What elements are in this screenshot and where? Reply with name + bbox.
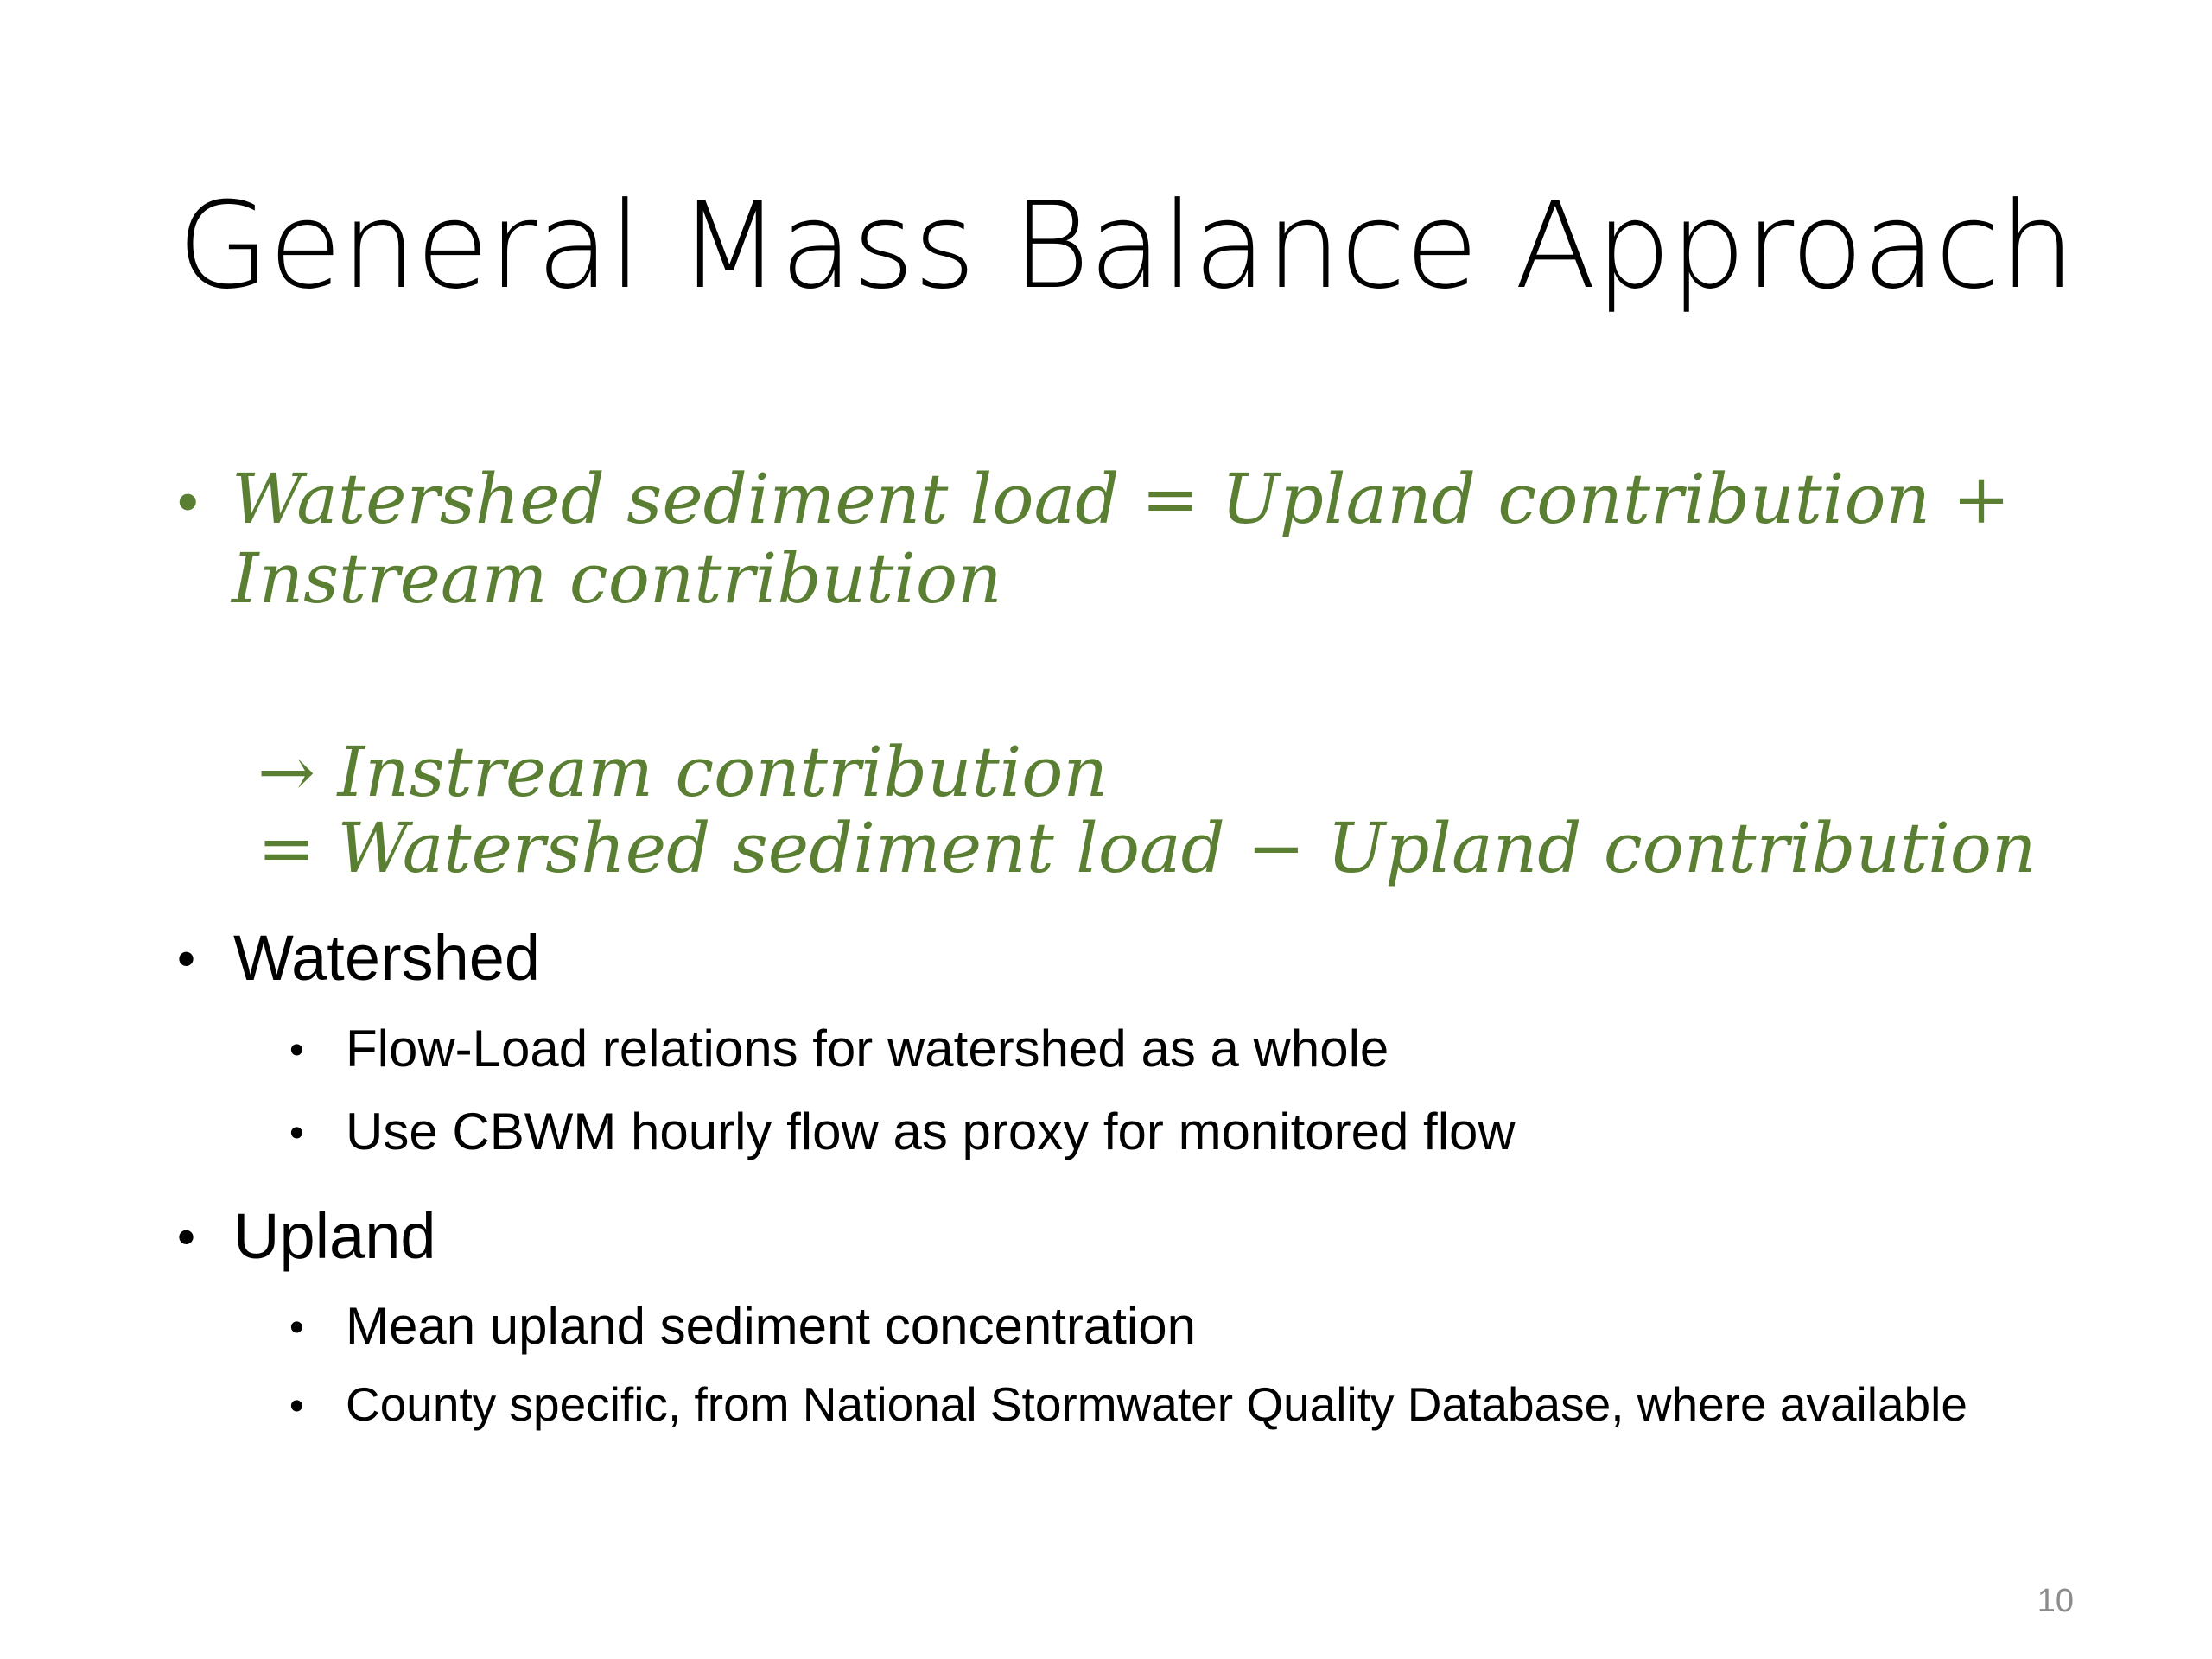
- equation-1-line-1: Watershed sediment load = Upland contribution +: [232, 459, 2011, 539]
- equation-2-line-1: → Instream contribution: [257, 732, 1108, 812]
- equation-2-line-2: = Watershed sediment load − Upland contribution: [257, 808, 2037, 888]
- bullet-watershed: Watershed: [233, 922, 541, 994]
- equation-1-line-2: Instream contribution: [232, 538, 1002, 619]
- page-number: 10: [2037, 1583, 2074, 1619]
- watershed-subitem-1-dot: •: [289, 1027, 304, 1073]
- bullet-upland: Upland: [233, 1200, 436, 1272]
- watershed-subitem-2: Use CBWM hourly flow as proxy for monitored flow: [346, 1103, 1516, 1160]
- slide-title: General Mass Balance Approach: [177, 176, 2075, 315]
- upland-subitem-2-dot: •: [289, 1383, 304, 1429]
- upland-subitem-1: Mean upland sediment concentration: [346, 1297, 1196, 1355]
- watershed-subitem-2-dot: •: [289, 1110, 304, 1156]
- upland-subitem-2: County specific, from National Stormwater Quality Database, where available: [346, 1377, 1967, 1431]
- upland-subitem-1-dot: •: [289, 1305, 304, 1351]
- watershed-bullet-dot: •: [177, 930, 196, 988]
- watershed-subitem-1: Flow-Load relations for watershed as a whole: [346, 1020, 1389, 1077]
- equation-bullet-dot: •: [177, 467, 199, 535]
- upland-bullet-dot: •: [177, 1208, 196, 1266]
